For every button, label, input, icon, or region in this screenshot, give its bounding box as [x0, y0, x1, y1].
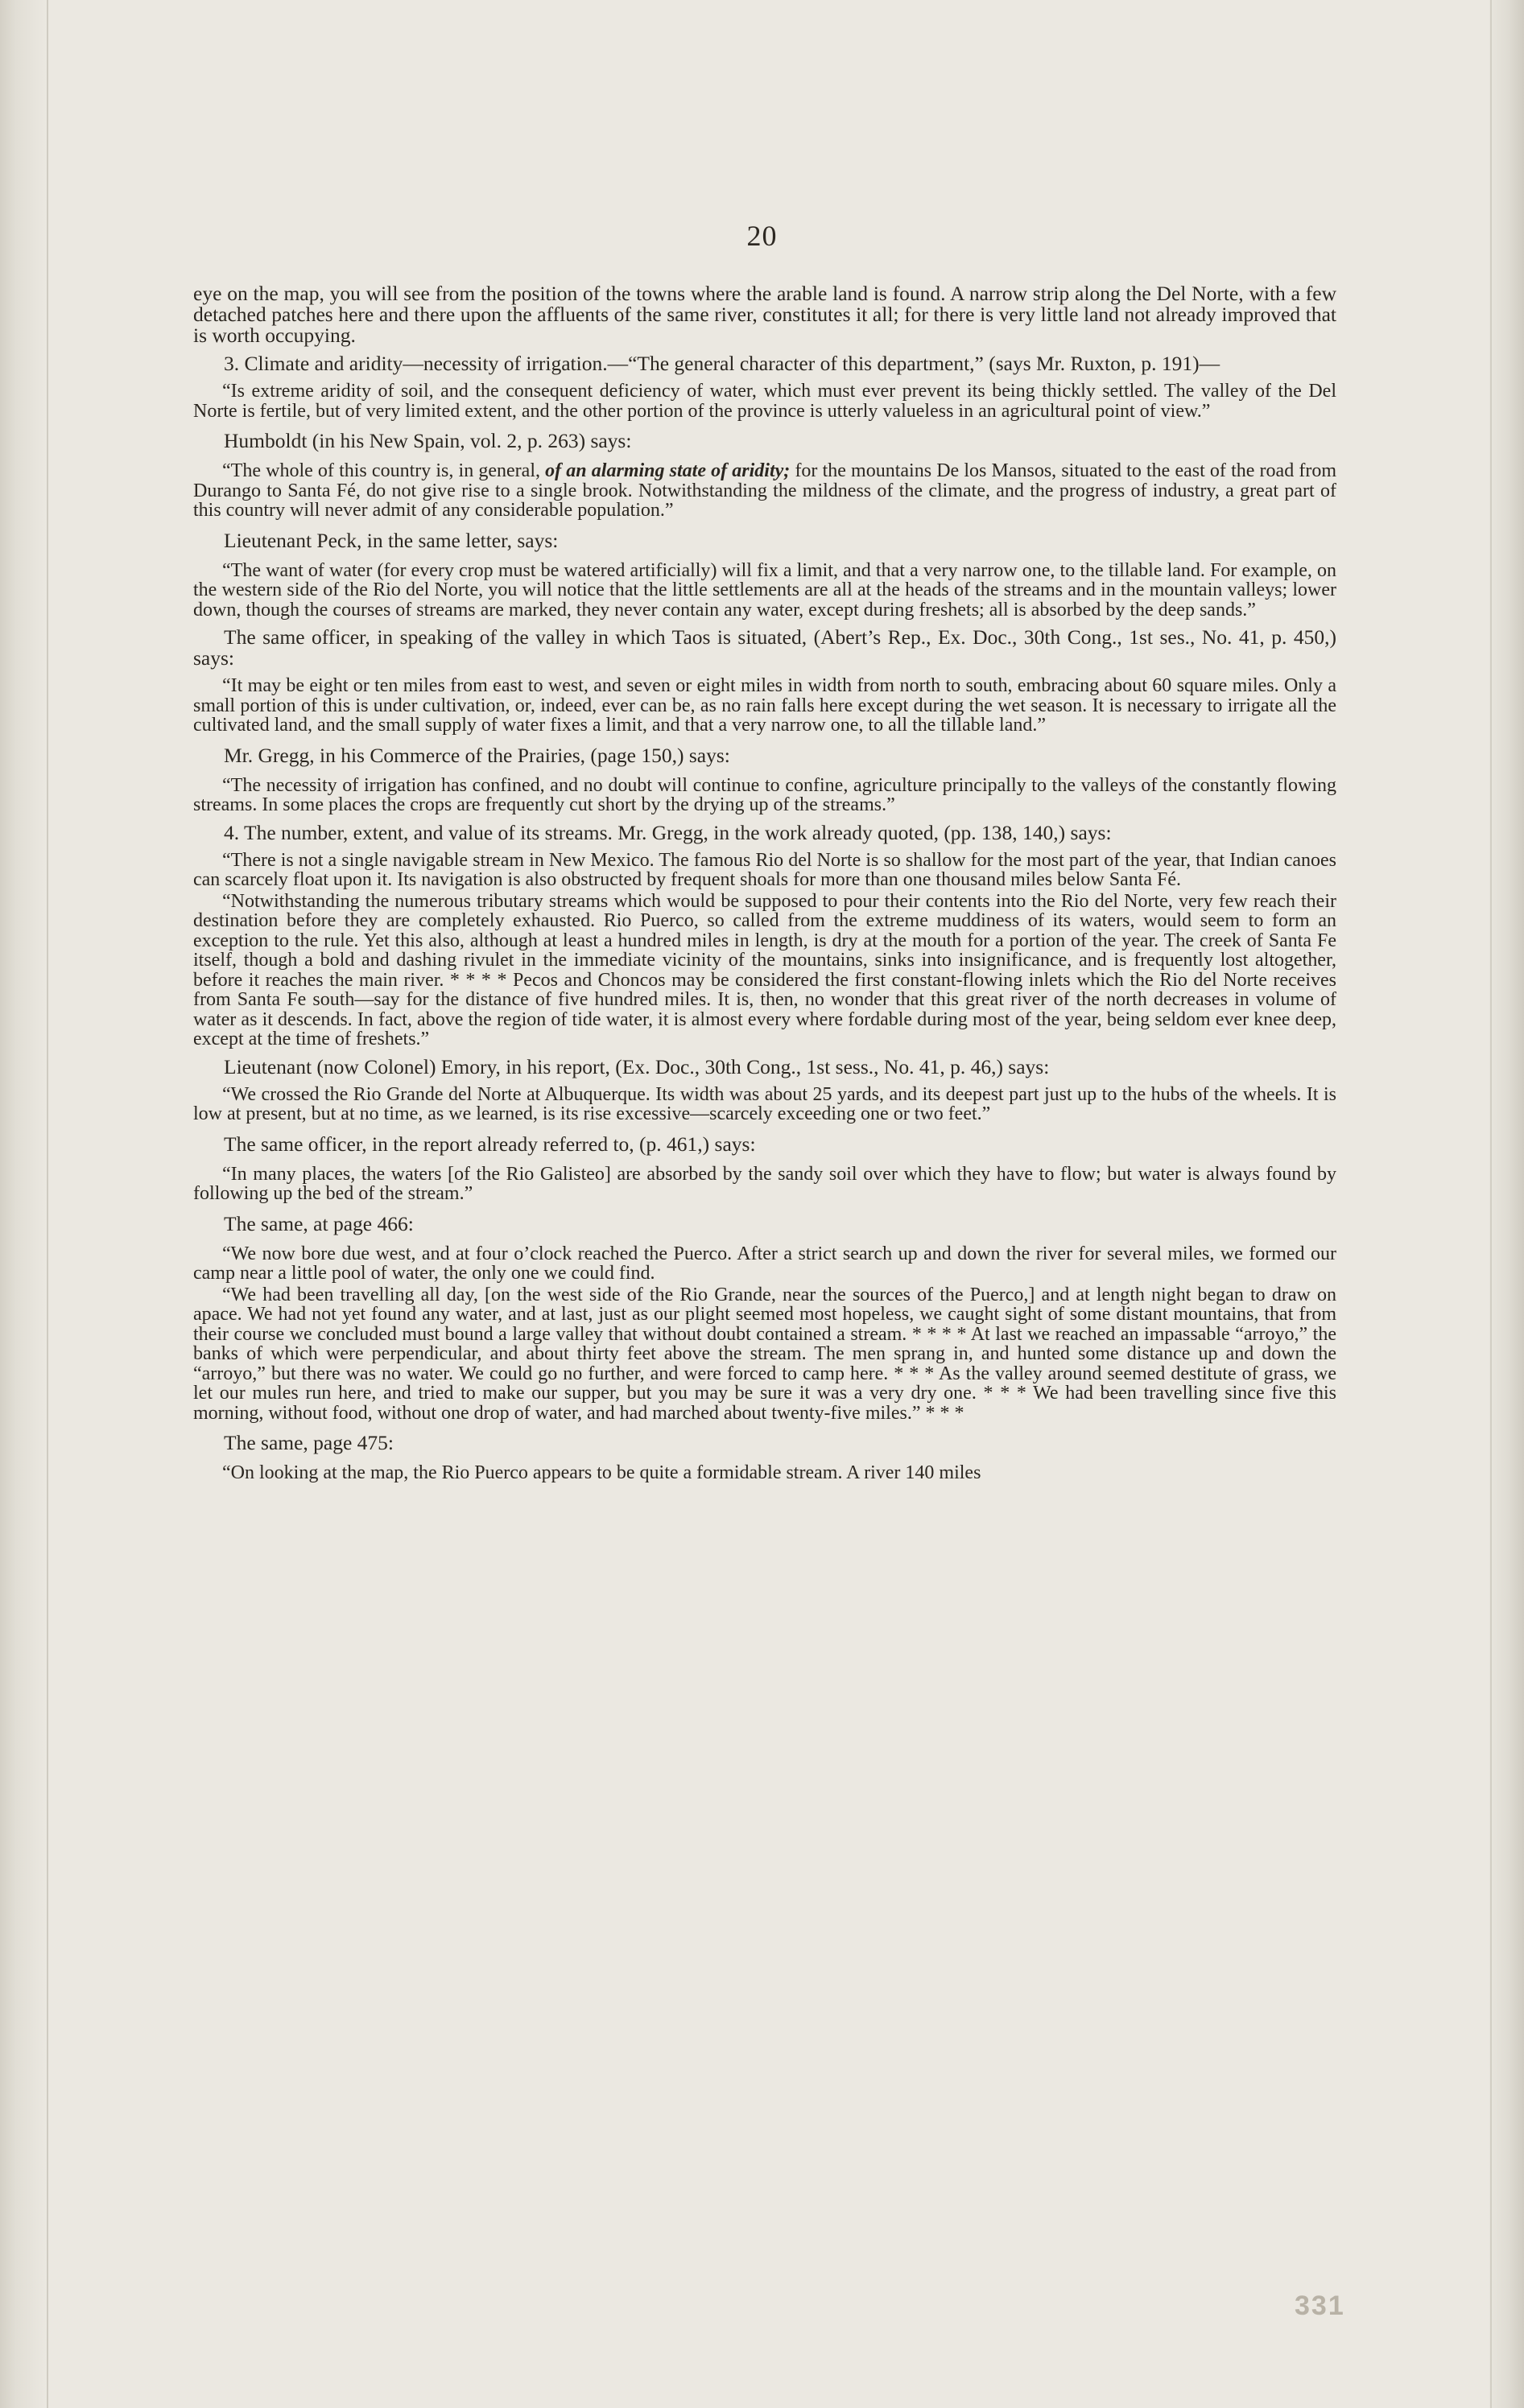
block-quote: “We now bore due west, and at four o’clock reached the Puerco. After a strict search up and down the river for several miles, we formed our camp near a little pool of water, the only one we could find.: [193, 1243, 1336, 1284]
paragraph: 4. The number, extent, and value of its streams. Mr. Gregg, in the work already quoted, (pp. 138, 140,) says:: [224, 820, 1112, 844]
paragraph: Lieutenant (now Colonel) Emory, in his report, (Ex. Doc., 30th Cong., 1st sess., No. 41, p. 46,) says:: [224, 1054, 1050, 1078]
quote-introduction: The same officer, in the report already referred to, (p. 461,) says:: [224, 1132, 756, 1156]
paragraph: The same officer, in speaking of the valley in which Taos is situated, (Abert’s Rep., Ex. Doc., 30th Cong., 1st ses., No. 41, p. 450,) says:: [193, 625, 1336, 670]
italic-emphasis: of an alarming state of aridity;: [545, 460, 791, 481]
block-quote: “On looking at the map, the Rio Puerco appears to be quite a formidable stream. A river 140 miles: [222, 1462, 981, 1483]
block-quote: “The want of water (for every crop must be watered artificially) will fix a limit, and that a very narrow one, to the tillable land. For example, on the western side of the Rio del Norte, you will notice that the little settlements are all at the heads of the streams and in the mountain valleys; lower down, though the courses of streams are marked, they never contain any water, except during freshets; all is absorbed by the deep sands.”: [193, 559, 1336, 621]
quote-introduction: Humboldt (in his New Spain, vol. 2, p. 263) says:: [224, 429, 632, 452]
block-quote: “In many places, the waters [of the Rio Galisteo] are absorbed by the sandy soil over which they have to flow; but water is always found by following up the bed of the stream.”: [193, 1163, 1336, 1204]
quote-introduction: Mr. Gregg, in his Commerce of the Prairies, (page 150,) says:: [224, 743, 730, 767]
block-quote: “Notwithstanding the numerous tributary streams which would be supposed to pour their contents into the Rio del Norte, very few reach their destination before they are completely exhausted. Rio Puerco, so called from the extreme muddiness of its waters, would seem to form an exception to the rule. Yet this also, although at least a hundred miles in length, is dry at the mouth for a portion of the year. The creek of Santa Fe itself, though a bold and dashing rivulet in the immediate vicinity of the mountains, sinks into insignificance, and is frequently lost altogether, before it reaches the main river. * * * * Pecos and Choncos may be considered the first constant-flowing inlets which the Rio del Norte receives from Santa Fe south—say for the distance of five hundred miles. It is, then, no wonder that this great river of the north decreases in volume of water as it descends. In fact, above the region of tide water, it is almost every where fordable during most of the year, being seldom ever knee deep, except at the time of freshets.”: [193, 890, 1336, 1049]
page-edge-left: [0, 0, 48, 2408]
block-quote: [193, 461, 1336, 521]
page-edge-right: [1490, 0, 1524, 2408]
quote-text: for the mountains De los Mansos, situated to the east of the road from Durango to Santa Fé, do not give rise to a single brook. Notwithstanding the mildness of the climate, and the progress of industry, a great part of this country will never admit of any considerable population.”: [193, 460, 1337, 521]
block-quote: “It may be eight or ten miles from east to west, and seven or eight miles in width from north to south, embracing about 60 square miles. Only a small portion of this is under cultivation, or, indeed, ever can be, as no rain falls here except during the wet season. It is necessary to irrigate all the cultivated land, and the small supply of water fixes a limit, and that a very narrow one, to all the tillable land.”: [193, 675, 1336, 736]
block-quote: “We had been travelling all day, [on the west side of the Rio Grande, near the sources of the Puerco,] and at length night began to draw on apace. We had not yet found any water, and at last, just as our plight seemed most hopeless, we caught sight of some distant mountains, that from their course we concluded must bound a large valley that without doubt contained a stream. * * * * At last we reached an impassable “arroyo,” the banks of which were perpendicular, and about thirty feet above the stream. The men sprang in, and hunted some distance up and down the “arroyo,” but there was no water. We could go no further, and were forced to camp here. * * * As the valley around seemed destitute of grass, we let our mules run here, and tried to make our supper, but you may be sure it was a very dry one. * * * We had been travelling since five this morning, without food, without one drop of water, and had marched about twenty-five miles.” * * *: [193, 1284, 1336, 1424]
paragraph: eye on the map, you will see from the position of the towns where the arable land is found. A narrow strip along the Del Norte, with a few detached patches here and there upon the affluents of the same river, constitutes it all; for there is very little land not already improved that is worth occupying.: [193, 282, 1336, 347]
quote-introduction: The same, at page 466:: [224, 1211, 414, 1235]
block-quote: “We crossed the Rio Grande del Norte at Albuquerque. Its width was about 25 yards, and its deepest part just up to the hubs of the wheels. It is low at present, but at no time, as we learned, is its rise excessive—scarcely exceeding one or two feet.”: [193, 1083, 1336, 1124]
archive-stamp: 331: [1295, 2290, 1345, 2321]
block-quote: “Is extreme aridity of soil, and the consequent deficiency of water, which must ever prevent its being thickly settled. The valley of the Del Norte is fertile, but of very limited extent, and the other portion of the province is utterly valueless in an agricultural point of view.”: [193, 381, 1336, 422]
quote-introduction: Lieutenant Peck, in the same letter, says:: [224, 528, 559, 552]
block-quote: “There is not a single navigable stream in New Mexico. The famous Rio del Norte is so shallow for the most part of the year, that Indian canoes can scarcely float upon it. Its navigation is also obstructed by frequent shoals for more than one thousand miles below Santa Fé.: [193, 849, 1336, 890]
quote-introduction: The same, page 475:: [224, 1431, 394, 1454]
quote-text: “The whole of this country is, in general,: [222, 460, 546, 481]
page-body: [193, 283, 1336, 1491]
paragraph: 3. Climate and aridity—necessity of irrigation.—“The general character of this department,” (says Mr. Ruxton, p. 191)—: [224, 352, 1220, 375]
block-quote: “The necessity of irrigation has confined, and no doubt will continue to confine, agriculture principally to the valleys of the constantly flowing streams. In some places the crops are frequently cut short by the drying up of the streams.”: [193, 774, 1336, 815]
page-number: 20: [746, 220, 778, 252]
